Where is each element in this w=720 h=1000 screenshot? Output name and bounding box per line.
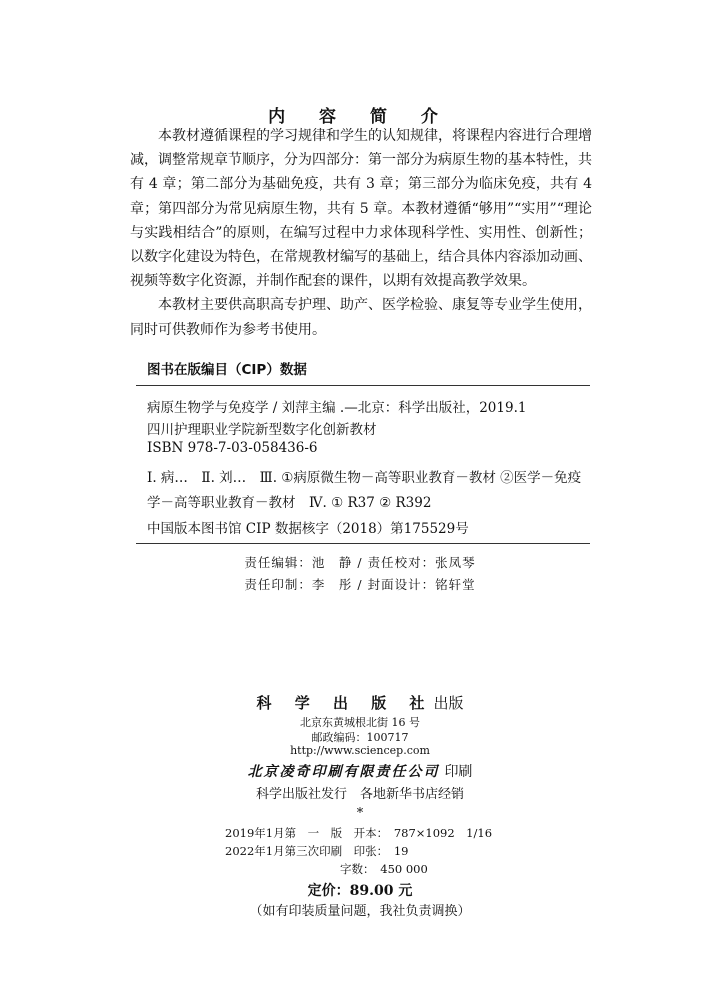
intro-text <box>130 124 592 342</box>
cip-classification: Ⅰ. 病… Ⅱ. 刘… Ⅲ. ①病原微生物－高等职业教育－教材 ②医学－免疫学－高等职业教育－教材 Ⅳ. ① R37 ② R392 <box>147 470 582 511</box>
publisher-name: 科 学 出 版 社 <box>256 694 434 712</box>
quality-note: （如有印装质量问题，我社负责调换） <box>249 904 471 919</box>
publisher-line <box>0 692 720 713</box>
publisher-address: 北京东黄城根北街 16 号 <box>300 716 420 729</box>
intro-paragraph: 本教材遵循课程的学习规律和学生的认知规律，将课程内容进行合理增减，调整常规章节顺序，分为四部分：第一部分为病原生物的基本特性，共有 4 章；第二部分为基础免疫，共有 3 章；第三部分为临床免疫，共有 4 章；第四部分为常见病原生物，共有 5 章。本教材遵循“够用”“实用”“理论与实践相结合”的原则，在编写过程中力求体现科学性、实用性、创新性；以数字化建设为特色，在常规教材编写的基础上，结合具体内容添加动画、视频等数字化资源，并制作配套的课件，以期有效提高教学效果。 <box>130 128 592 290</box>
publisher-postcode: 邮政编码：100717 <box>311 731 409 744</box>
price: 定价：89.00 元 <box>307 883 413 899</box>
printing-line: 2022年1月第三次印刷 印张： 19 <box>225 844 409 858</box>
responsibility-editors: 责任编辑：池 静 / 责任校对：张凤琴 <box>244 555 476 570</box>
printer-name: 北京凌奇印刷有限责任公司 <box>247 764 440 780</box>
page-title: 内 容 简 介 <box>268 107 452 127</box>
word-count: 字数： 450 000 <box>340 862 428 876</box>
distribution-line: 科学出版社发行 各地新华书店经销 <box>255 787 464 802</box>
cip-title-line: 病原生物学与免疫学 / 刘萍主编 .—北京：科学出版社，2019.1 <box>147 400 527 416</box>
printer-suffix: 印刷 <box>444 764 473 780</box>
cip-series-line: 四川护理职业学院新型数字化创新教材 <box>147 422 377 438</box>
cip-top-rule <box>136 385 590 386</box>
cip-isbn: ISBN 978-7-03-058436-6 <box>147 440 318 456</box>
cip-heading: 图书在版编目（CIP）数据 <box>147 362 307 378</box>
edition-line: 2019年1月第 一 版 开本： 787×1092 1/16 <box>225 826 493 840</box>
publisher-url: http://www.sciencep.com <box>290 744 430 757</box>
responsibility-printing: 责任印制：李 彤 / 封面设计：铭轩堂 <box>244 577 476 592</box>
separator-star: * <box>356 806 364 821</box>
intro-paragraph: 本教材主要供高职高专护理、助产、医学检验、康复等专业学生使用，同时可供教师作为参考书使用。 <box>130 297 592 338</box>
printer-line <box>0 761 720 781</box>
publisher-suffix: 出版 <box>433 694 464 712</box>
cip-bottom-rule <box>136 543 590 544</box>
cip-number: 中国版本图书馆 CIP 数据核字（2018）第175529号 <box>147 521 469 537</box>
